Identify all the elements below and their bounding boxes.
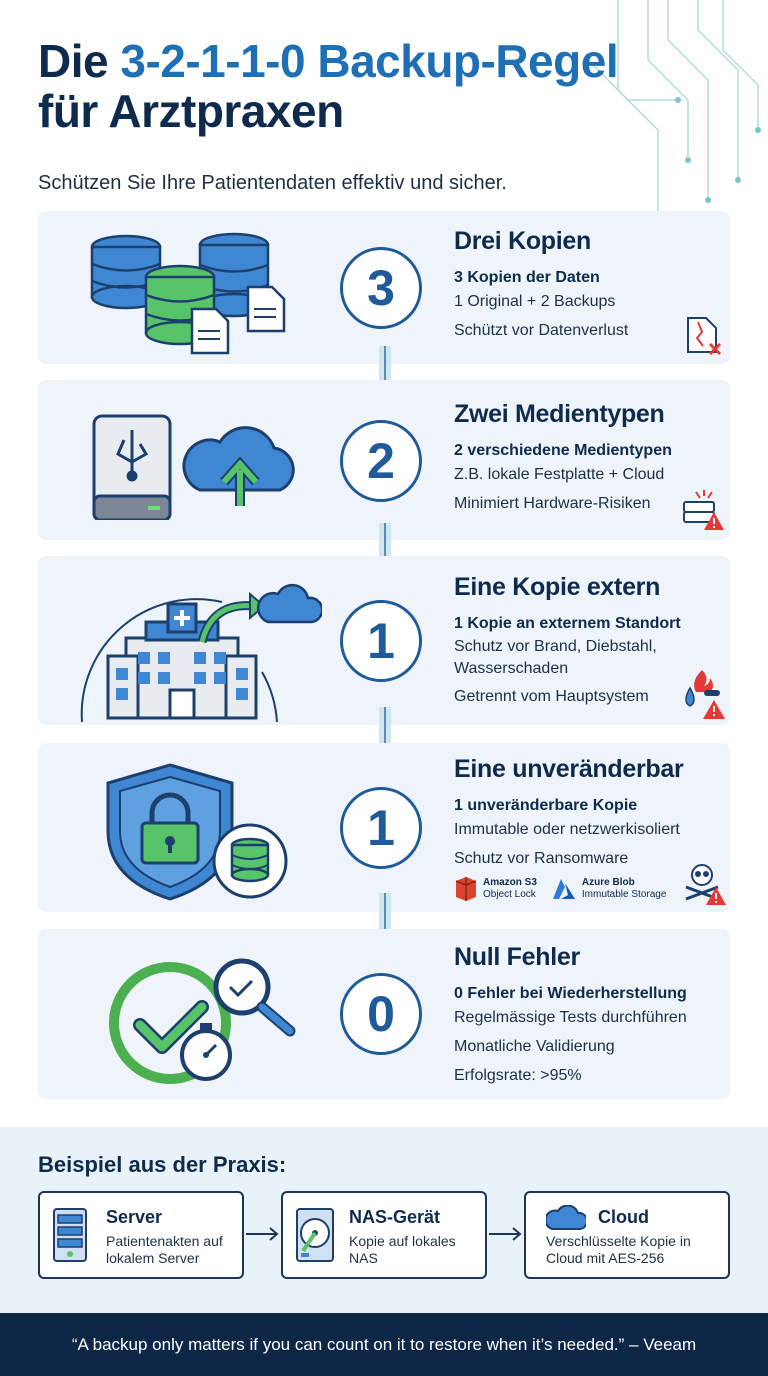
card-line: Z.B. lokale Festplatte + Cloud bbox=[454, 466, 665, 483]
card-title: Null Fehler bbox=[454, 943, 580, 971]
check-stopwatch-illustration bbox=[102, 955, 302, 1085]
shield-lock-illustration bbox=[100, 761, 290, 901]
card-line: Schützt vor Datenverlust bbox=[454, 322, 629, 339]
card-title: Eine unveränderbar bbox=[454, 755, 684, 783]
card-immutable-copy bbox=[38, 743, 730, 912]
card-line: Erfolgsrate: >95% bbox=[454, 1067, 582, 1084]
card-line: Minimiert Hardware-Risiken bbox=[454, 495, 651, 512]
title-line-2: für Arztpraxen bbox=[38, 85, 344, 137]
practice-example-section bbox=[0, 1127, 768, 1313]
nas-disk-icon bbox=[293, 1207, 337, 1263]
footer-quote: “A backup only matters if you can count on it to restore when it’s needed.” – Veeam bbox=[71, 1334, 697, 1354]
rule-number-1-immutable: 1 bbox=[340, 787, 422, 869]
card-zero-errors bbox=[38, 929, 730, 1099]
card-line: Schutz vor Brand, Diebstahl, Wasserschaden bbox=[454, 638, 657, 677]
azure-icon bbox=[551, 877, 577, 901]
amazon-s3-icon bbox=[454, 875, 478, 903]
practice-step-text: Kopie auf lokales NAS bbox=[349, 1233, 456, 1266]
card-line: Regelmässige Tests durchführen bbox=[454, 1009, 687, 1026]
card-offsite-copy bbox=[38, 556, 730, 725]
server-icon bbox=[50, 1207, 90, 1263]
right-arrow-icon bbox=[489, 1227, 523, 1241]
card-line: Monatliche Validierung bbox=[454, 1038, 615, 1055]
practice-example-title: Beispiel aus der Praxis: bbox=[38, 1152, 287, 1177]
card-bold-line: 0 Fehler bei Wiederherstellung bbox=[454, 985, 687, 1002]
card-two-media bbox=[38, 380, 730, 540]
title-accent: 3-2-1-1-0 Backup-Regel bbox=[120, 35, 619, 87]
vendor-amazon-s3 bbox=[454, 875, 537, 903]
card-line: Immutable oder netzwerkisoliert bbox=[454, 821, 680, 838]
card-bold-line: 3 Kopien der Daten bbox=[454, 269, 600, 286]
rule-number-3: 3 bbox=[340, 247, 422, 329]
server-warning-icon bbox=[682, 488, 726, 532]
fire-water-theft-icon bbox=[680, 668, 728, 720]
databases-illustration bbox=[88, 231, 288, 361]
broken-file-icon bbox=[682, 314, 726, 358]
footer-quote-bar bbox=[0, 1313, 768, 1376]
card-line: Getrennt vom Hauptsystem bbox=[454, 688, 649, 705]
card-bold-line: 2 verschiedene Medientypen bbox=[454, 442, 672, 459]
title-prefix: Die bbox=[38, 35, 121, 87]
card-three-copies bbox=[38, 211, 730, 364]
vendor-sub: Object Lock bbox=[483, 889, 536, 900]
card-title: Drei Kopien bbox=[454, 227, 591, 255]
practice-step-cloud bbox=[524, 1191, 730, 1279]
card-bold-line: 1 Kopie an externem Standort bbox=[454, 615, 681, 632]
page-subtitle: Schützen Sie Ihre Patientendaten effektiv und sicher. bbox=[38, 172, 507, 194]
practice-step-title: NAS-Gerät bbox=[349, 1207, 441, 1227]
practice-step-title: Server bbox=[106, 1207, 163, 1227]
rule-number-0: 0 bbox=[340, 973, 422, 1055]
right-arrow-icon bbox=[246, 1227, 280, 1241]
practice-step-nas bbox=[281, 1191, 487, 1279]
card-title: Zwei Medientypen bbox=[454, 400, 665, 428]
drive-cloud-illustration bbox=[90, 410, 300, 520]
rule-number-2: 2 bbox=[340, 420, 422, 502]
vendor-sub: Immutable Storage bbox=[581, 889, 667, 900]
card-title: Eine Kopie extern bbox=[454, 573, 661, 601]
rule-number-1: 1 bbox=[340, 600, 422, 682]
practice-step-text: Verschlüsselte Kopie in Cloud mit AES-256 bbox=[546, 1233, 691, 1266]
card-line: 1 Original + 2 Backups bbox=[454, 293, 616, 310]
card-bold-line: 1 unveränderbare Kopie bbox=[454, 797, 638, 814]
vendor-azure-blob bbox=[551, 877, 667, 901]
vendor-name: Amazon S3 bbox=[483, 877, 537, 888]
card-text bbox=[454, 943, 730, 1088]
practice-step-server bbox=[38, 1191, 244, 1279]
ransomware-skull-icon bbox=[682, 861, 726, 907]
cloud-icon bbox=[546, 1205, 586, 1231]
vendor-name: Azure Blob bbox=[581, 877, 635, 888]
clinic-cloud-illustration bbox=[72, 572, 322, 722]
card-line: Schutz vor Ransomware bbox=[454, 850, 629, 867]
page-title bbox=[38, 36, 618, 136]
practice-step-text: Patientenakten auf lokalem Server bbox=[106, 1233, 223, 1266]
practice-step-title: Cloud bbox=[598, 1207, 649, 1227]
